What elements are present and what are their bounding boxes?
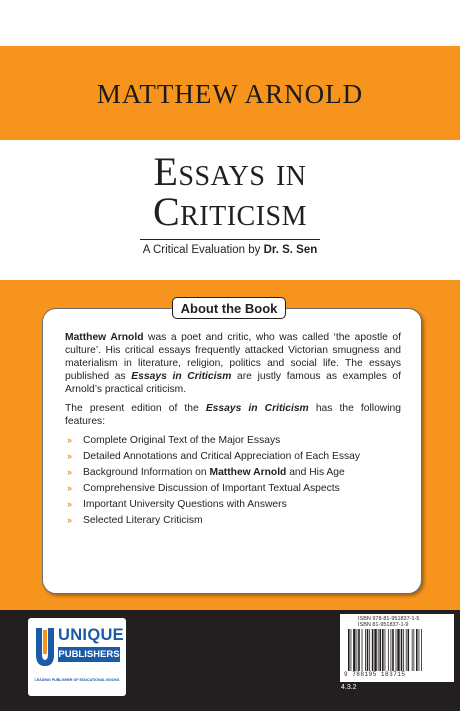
feature-item bbox=[65, 482, 401, 495]
p1-text-b: are justly famous as examples of Arnold’s practical criticism. bbox=[65, 371, 402, 395]
about-paragraph-2 bbox=[65, 402, 401, 428]
publisher-tagline: LEADING PUBLISHER OF EDUCATIONAL BOOKS bbox=[34, 678, 120, 682]
barcode-bar bbox=[372, 629, 374, 671]
feature-text-bold: Matthew Arnold bbox=[209, 467, 287, 478]
barcode-bar bbox=[391, 629, 392, 671]
about-heading: About the Book bbox=[172, 297, 286, 319]
author-band bbox=[0, 46, 460, 140]
barcode-bar bbox=[367, 629, 369, 671]
barcode-bar bbox=[396, 629, 397, 671]
top-margin bbox=[0, 0, 460, 46]
subtitle-author: Dr. S. Sen bbox=[263, 244, 318, 256]
barcode-icon bbox=[346, 629, 448, 671]
barcode-bar bbox=[382, 629, 384, 671]
barcode-bar bbox=[353, 629, 355, 671]
feature-text: Selected Literary Criticism bbox=[83, 515, 203, 526]
feature-text-a: Background Information on bbox=[83, 467, 210, 478]
barcode-bar bbox=[392, 629, 394, 671]
author-name: MATTHEW ARNOLD bbox=[96, 78, 364, 109]
p1-title: Essays in Criticism bbox=[131, 371, 232, 382]
barcode-box bbox=[340, 614, 454, 682]
isbn-13: ISBN 978-81-951837-1-5 bbox=[358, 616, 420, 622]
book-title-line-1: Essays in bbox=[153, 149, 307, 194]
barcode-bar bbox=[365, 629, 366, 671]
subtitle bbox=[0, 244, 460, 256]
subtitle-prefix: A Critical Evaluation by bbox=[142, 244, 264, 256]
isbn-10: ISBN 81-951837-1-9 bbox=[358, 622, 409, 628]
barcode-bar bbox=[362, 629, 363, 671]
publisher-name-line-1: UNIQUE bbox=[58, 626, 124, 644]
bullet-icon: » bbox=[67, 467, 73, 477]
barcode-bar bbox=[385, 629, 386, 671]
feature-item bbox=[65, 434, 401, 447]
feature-item bbox=[65, 466, 401, 479]
bullet-icon: » bbox=[67, 499, 73, 509]
price-code: 4.3.2 bbox=[341, 684, 357, 691]
p2-text-b: has the following features: bbox=[65, 403, 401, 427]
barcode-bar bbox=[401, 629, 403, 671]
barcode-bar bbox=[388, 629, 389, 671]
about-content bbox=[65, 331, 401, 530]
about-band bbox=[0, 280, 460, 610]
barcode-bar bbox=[406, 629, 407, 671]
feature-item bbox=[65, 498, 401, 511]
feature-text: Detailed Annotations and Critical Appreciation of Each Essay bbox=[83, 451, 361, 462]
bullet-icon: » bbox=[67, 435, 73, 445]
barcode-bar bbox=[357, 629, 358, 671]
barcode-bar bbox=[419, 629, 420, 671]
barcode-bar bbox=[374, 629, 376, 671]
barcode-bar bbox=[397, 629, 399, 671]
about-box bbox=[42, 308, 422, 594]
barcode-bar bbox=[351, 629, 352, 671]
barcode-number: 9 788195 183715 bbox=[344, 671, 406, 678]
barcode-bar bbox=[369, 629, 370, 671]
book-title-line-2: Criticism bbox=[152, 189, 308, 234]
title-underline bbox=[140, 239, 320, 240]
barcode-bar bbox=[358, 629, 360, 671]
feature-item bbox=[65, 450, 401, 463]
barcode-bar bbox=[412, 629, 413, 671]
barcode-bar bbox=[403, 629, 404, 671]
feature-text: Important University Questions with Answers bbox=[83, 499, 287, 510]
about-paragraph-1 bbox=[65, 331, 401, 396]
publisher-name-line-2: PUBLISHERS bbox=[58, 649, 120, 660]
u-logo-icon bbox=[34, 628, 56, 670]
feature-list bbox=[65, 434, 401, 527]
barcode-bar bbox=[348, 629, 350, 671]
p2-title: Essays in Criticism bbox=[205, 403, 309, 414]
p1-author: Matthew Arnold bbox=[65, 332, 144, 343]
barcode-bar bbox=[379, 629, 381, 671]
barcode-bar bbox=[413, 629, 414, 671]
feature-text: Complete Original Text of the Major Essays bbox=[83, 435, 281, 446]
feature-text-b: and His Age bbox=[286, 467, 345, 478]
barcode-bar bbox=[421, 629, 422, 671]
title-area bbox=[0, 140, 460, 280]
bullet-icon: » bbox=[67, 451, 73, 461]
p2-text-a: The present edition of the bbox=[65, 403, 206, 414]
barcode-bar bbox=[378, 629, 379, 671]
barcode-bar bbox=[408, 629, 410, 671]
publisher-logo bbox=[28, 618, 126, 696]
bullet-icon: » bbox=[67, 483, 73, 493]
bullet-icon: » bbox=[67, 515, 73, 525]
bottom-band bbox=[0, 610, 460, 711]
feature-item bbox=[65, 514, 401, 527]
barcode-bar bbox=[416, 629, 418, 671]
p1-text-a: was a poet and critic, who was called ‘the apostle of culture’. His critical essays frequently attacked Victorian smugness and materialism in literature, religion, politics and social life. The essays published as bbox=[65, 332, 401, 382]
feature-text: Comprehensive Discussion of Important Textual Aspects bbox=[83, 483, 340, 494]
